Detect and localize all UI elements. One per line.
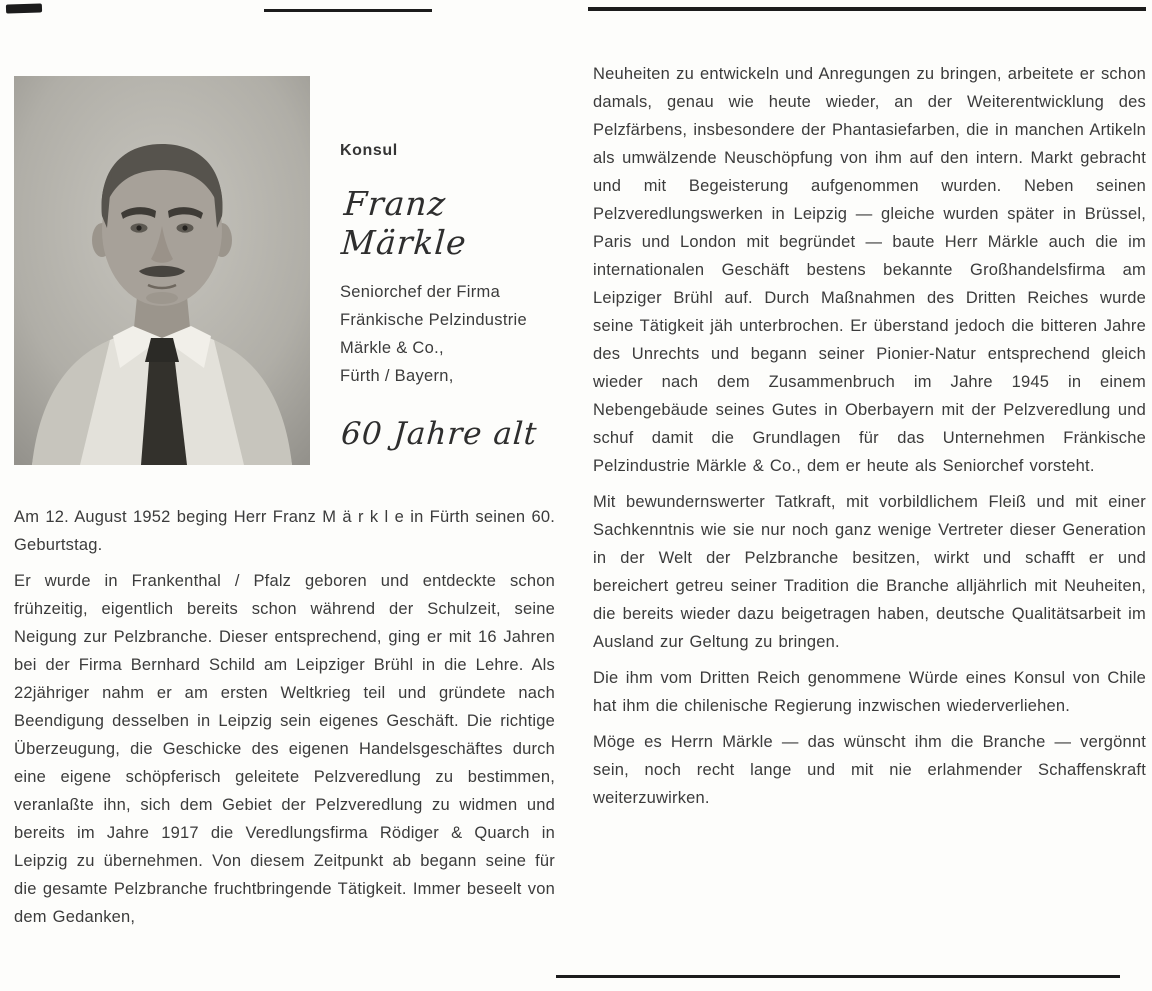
profile-role [340, 278, 575, 390]
profile-title: Konsul [340, 142, 398, 159]
scan-artifact-top-right [588, 7, 1146, 11]
profile-role-line: Märkle & Co., [340, 339, 444, 357]
paragraph-wishes: Möge es Herrn Märkle — das wünscht ihm die Branche — vergönnt sein, noch recht lange und mit nie erlahmender Schaffenskraft weiterzuwirken. [593, 733, 1146, 807]
paragraph-konsul-chile: Die ihm vom Dritten Reich genommene Würde eines Konsul von Chile hat ihm die chilenische Regierung inzwischen wiederverliehen. [593, 669, 1146, 715]
profile-role-line: Fürth / Bayern, [340, 367, 454, 385]
scan-artifact-top-left [6, 3, 42, 13]
profile-name: Franz Märkle [340, 184, 469, 262]
paragraph-tribute: Mit bewundernswerter Tatkraft, mit vorbildlichem Fleiß und mit einer Sachkenntnis wie sie nur noch ganz wenige Vertreter dieser Generation in der Welt der Pelzbranche besitzen, wirkt und schafft er und bereichert getreu seiner Tradition die Branche alljährlich mit Neuheiten, die bereits wieder dazu beigetragen haben, deutsche Qualitätsarbeit im Ausland zur Geltung zu bringen. [593, 493, 1146, 651]
profile-role-line: Fränkische Pelzindustrie [340, 311, 527, 329]
profile-block [340, 142, 575, 452]
portrait-photo-illustration [14, 76, 310, 465]
paragraph-intro: Am 12. August 1952 beging Herr Franz M ä r k l e in Fürth seinen 60. Geburtstag. [14, 508, 555, 554]
profile-age: 60 Jahre alt [340, 416, 539, 452]
profile-role-line: Seniorchef der Firma [340, 283, 501, 301]
paragraph-career: Neuheiten zu entwickeln und Anregungen zu bringen, arbeitete er schon damals, genau wie heute wieder, an der Weiterentwicklung des Pelzfärbens, insbesondere der Phantasiefarben, die in manchen Artikeln als umwälzende Neuschöpfung von ihm auf den intern. Markt gebracht und mit Begeisterung aufgenommen wurden. Neben seinen Pelzveredlungswerken in Leipzig — gleiche wurden später in Brüssel, Paris und London mit begründet — baute Herr Märkle auch die im internationalen Geschäft bestens bekannte Großhandelsfirma am Leipziger Brühl auf. Durch Maßnahmen des Dritten Reiches wurde seine Tätigkeit jäh unterbrochen. Er überstand jedoch die bitteren Jahre des Unrechts und begann seiner Pionier-Natur entsprechend gleich wieder nach dem Zusammenbruch im Jahre 1945 in einem Nebengebäude seines Gutes in Oberbayern mit der Pelzveredlung und schuf damit die Grundlagen für das Unternehmen Fränkische Pelzindustrie Märkle & Co., dem er heute als Seniorchef vorsteht. [593, 65, 1146, 475]
portrait-photo [14, 76, 310, 465]
left-column [14, 503, 555, 939]
right-column [593, 60, 1146, 820]
scan-artifact-bottom [556, 975, 1120, 978]
paragraph-biography: Er wurde in Frankenthal / Pfalz geboren und entdeckte schon frühzeitig, eigentlich bereits schon während der Schulzeit, seine Neigung zur Pelzbranche. Dieser entsprechend, ging er mit 16 Jahren bei der Firma Bernhard Schild am Leipziger Brühl in die Lehre. Als 22jähriger nahm er am ersten Weltkrieg teil und gründete nach Beendigung desselben in Leipzig sein eigenes Geschäft. Die richtige Überzeugung, die Geschicke des eigenen Handelsgeschäftes durch eine eigene schöpferisch geleitete Pelzveredlung zu bestimmen, veranlaßte ihn, sich dem Gebiet der Pelzveredlung zu widmen und bereits im Jahre 1917 die Veredlungsfirma Rödiger & Quarch in Leipzig zu übernehmen. Von diesem Zeitpunkt ab begann seine für die gesamte Pelzbranche fruchtbringende Tätigkeit. Immer beseelt von dem Gedanken, [14, 572, 555, 926]
scan-artifact-top-mid [264, 9, 432, 12]
